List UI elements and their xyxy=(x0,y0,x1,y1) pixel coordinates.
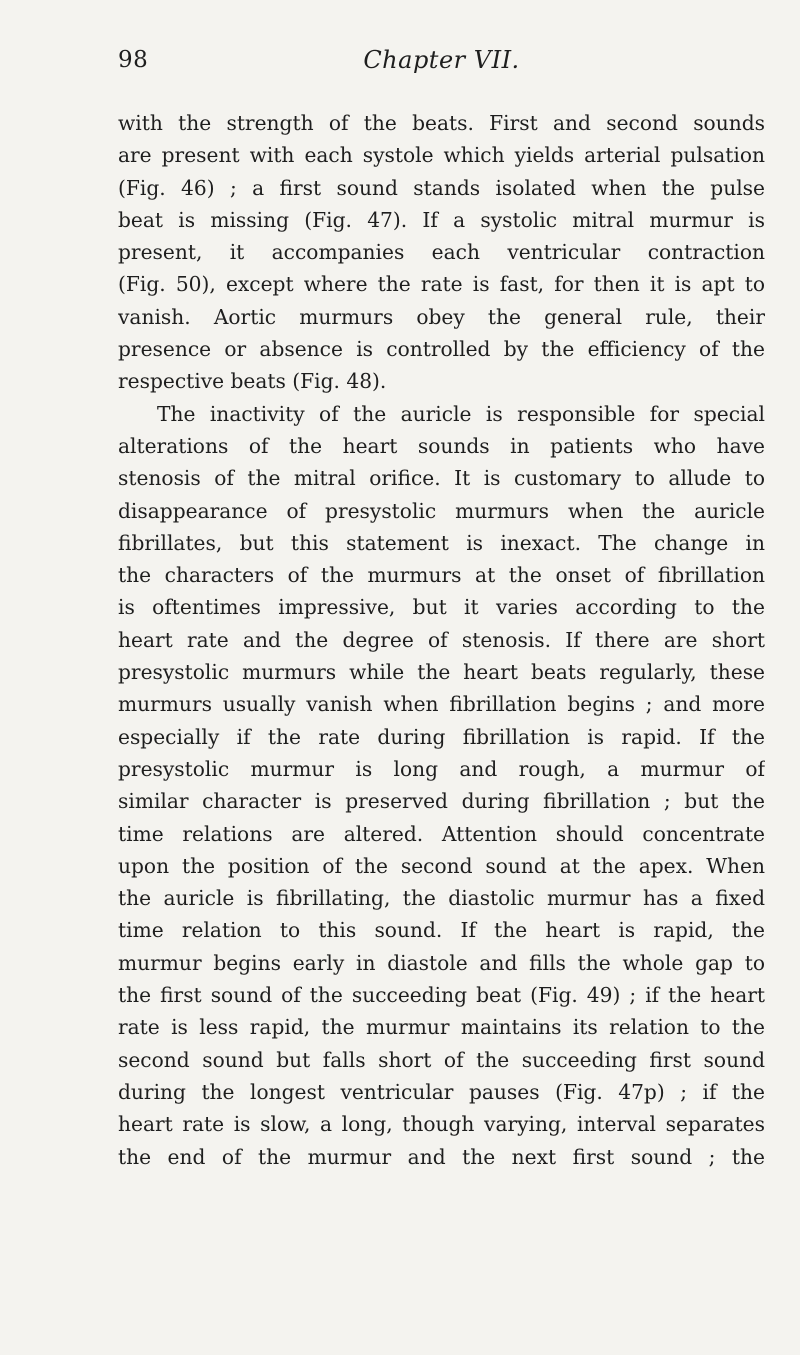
text-line: with the strength of the beats. First and second sounds xyxy=(118,111,765,135)
text-line: vanish. Aortic murmurs obey the general rule, their xyxy=(118,304,765,329)
text-line: (Fig. 50), except where the rate is fast, for then it is apt to xyxy=(118,272,765,297)
text-line: presence or absence is controlled by the efficiency of the xyxy=(118,337,765,362)
text-line: the auricle is fibrillating, the diastolic murmur has a fixed xyxy=(118,886,765,911)
text-line: especially if the rate during fibrillation is rapid. If the xyxy=(118,724,765,749)
text-line: disappearance of presystolic murmurs when the auricle xyxy=(118,498,765,523)
paragraph-start-line: The inactivity of the auricle is responsible for special xyxy=(157,401,765,426)
text-line: the first sound of the succeeding beat (Fig. 49) ; if the heart xyxy=(118,983,765,1008)
text-line: stenosis of the mitral orifice. It is customary to allude to xyxy=(118,466,765,491)
text-line: time relations are altered. Attention should concentrate xyxy=(118,821,765,846)
text-line: murmurs usually vanish when fibrillation begins ; and more xyxy=(118,692,765,717)
text-line: fibrillates, but this statement is inexact. The change in xyxy=(118,530,765,555)
body-text xyxy=(118,107,765,1173)
text-line: upon the position of the second sound at the apex. When xyxy=(118,853,765,878)
text-line: presystolic murmur is long and rough, a murmur of xyxy=(118,756,765,781)
text-line: (Fig. 46) ; a first sound stands isolated when the pulse xyxy=(118,175,765,200)
text-line: murmur begins early in diastole and fills the whole gap to xyxy=(118,950,765,975)
text-line: is oftentimes impressive, but it varies according to the xyxy=(118,595,765,620)
text-line: similar character is preserved during fibrillation ; but the xyxy=(118,789,765,814)
text-line: during the longest ventricular pauses (Fig. 47p) ; if the xyxy=(118,1079,765,1104)
text-line: second sound but falls short of the succeeding first sound xyxy=(118,1047,765,1072)
text-line: beat is missing (Fig. 47). If a systolic mitral murmur is xyxy=(118,207,765,232)
text-line: rate is less rapid, the murmur maintains its relation to the xyxy=(118,1015,765,1040)
page-header xyxy=(118,40,765,80)
page-number: 98 xyxy=(118,47,149,73)
text-line: heart rate is slow, a long, though varying, interval separates xyxy=(118,1112,765,1137)
chapter-title: Chapter VII. xyxy=(363,46,520,74)
text-line: the end of the murmur and the next first sound ; the xyxy=(118,1144,765,1169)
text-line: time relation to this sound. If the heart is rapid, the xyxy=(118,918,765,943)
text-line: heart rate and the degree of stenosis. If there are short xyxy=(118,627,765,652)
text-line: presystolic murmurs while the heart beats regularly, these xyxy=(118,660,765,685)
text-line: alterations of the heart sounds in patients who have xyxy=(118,433,765,458)
text-line: the characters of the murmurs at the onset of fibrillation xyxy=(118,563,765,588)
paragraph-end-line: respective beats (Fig. 48). xyxy=(118,369,387,394)
text-line: present, it accompanies each ventricular contraction xyxy=(118,240,765,265)
text-line: are present with each systole which yields arterial pulsation xyxy=(118,143,765,168)
